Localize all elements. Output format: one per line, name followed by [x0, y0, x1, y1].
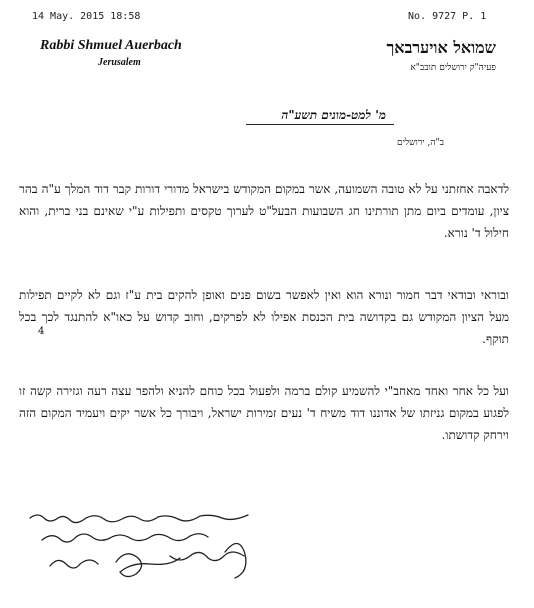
margin-mark: 4: [38, 326, 45, 337]
letterhead-hebrew-sub: פעיה"ק ירושלים תובב"א: [410, 63, 496, 73]
letterhead-hebrew: [386, 38, 496, 73]
letter-paragraph-3: ועל כל אחר ואחד מאחב"י להשמיע קולם ברמה ולפעול בכל כוחם להניא ולהפר עצה רעה וגזירה קשה זו לפגוע במקום גניזתו של אדוננו דוד משיח ד' נעים זמירות ישראל, ויבורך כל אשר יקים ויעמיד המקום הזה וירחק קדושתו.: [19, 384, 509, 442]
fax-header-right: No. 9727 P. 1: [408, 11, 487, 22]
letterhead-english: [40, 38, 182, 68]
fax-header-left: 14 May. 2015 18:58: [32, 11, 141, 22]
letter-paragraph-1: לדאבה אחזתני על לא טובה השמועה, אשר במקום המקודש בישראל מדורי דורות קבר דוד המלך ע"ה בהר ציון, עומדים ביום מתן תורתינו חג השבועות הבעל"ט לערוך טקסים ותפילות ע"י שאינם בני ברית, והוא חילול ד' נורא.: [19, 182, 509, 240]
letter-paragraph-2: ובוראי ובודאי דבר חמור ונורא הוא ואין לאפשר בשום פנים ואופן להקים בית ע"ז וגם לא לקיים תפילות מעל הציון המקודש גם בקדושה בית הכנסת אפילו לא לפרקים, וחוב קדוש על כאו"א להתנגד לכך בכל תוקף.: [19, 288, 509, 346]
city-line: ב"ה, ירושלים: [396, 138, 444, 148]
letterhead-english-name: Rabbi Shmuel Auerbach: [40, 38, 182, 53]
date-underline: [246, 124, 394, 125]
letterhead-hebrew-name: שמואל אויערבאך: [386, 38, 496, 57]
handwritten-signature: [20, 500, 320, 585]
letterhead-english-city: Jerusalem: [98, 57, 141, 68]
date-line: מ' למט-מונים תשע"ה: [281, 108, 386, 122]
